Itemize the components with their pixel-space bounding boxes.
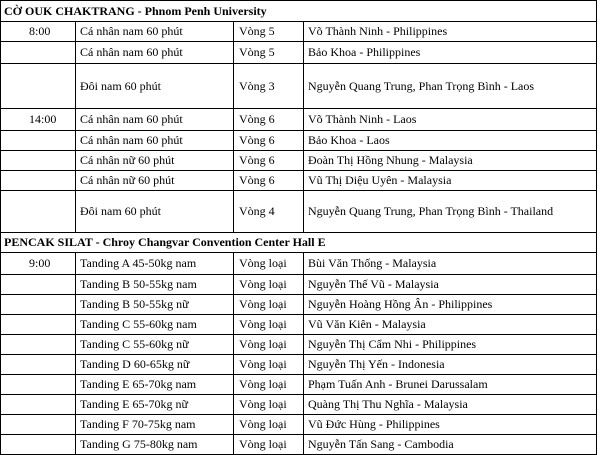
time-cell (1, 315, 76, 335)
event-cell: Tanding E 65-70kg nữ (76, 395, 234, 415)
time-cell (1, 415, 76, 435)
athletes-cell: Nguyễn Thị Cẩm Nhi - Philippines (304, 335, 597, 355)
schedule-row (1, 355, 597, 375)
event-cell: Tanding D 60-65kg nữ (76, 355, 234, 375)
round-cell: Vòng loại (234, 395, 304, 415)
section-header (1, 233, 597, 253)
round-cell: Vòng 4 (234, 191, 304, 233)
time-cell (1, 131, 76, 151)
schedule-row (1, 315, 597, 335)
event-cell: Tanding G 75-80kg nam (76, 435, 234, 455)
athletes-cell: Vũ Đức Hùng - Philippines (304, 415, 597, 435)
schedule-row (1, 375, 597, 395)
round-cell: Vòng loại (234, 415, 304, 435)
time-cell (1, 64, 76, 109)
schedule-row (1, 275, 597, 295)
athletes-cell: Nguyễn Tấn Sang - Cambodia (304, 435, 597, 455)
event-cell: Cá nhân nam 60 phút (76, 131, 234, 151)
section-title: CỜ OUK CHAKTRANG - Phnom Penh University (1, 1, 597, 22)
schedule-row (1, 151, 597, 171)
event-cell: Tanding F 70-75kg nam (76, 415, 234, 435)
round-cell: Vòng loại (234, 253, 304, 275)
athletes-cell: Vũ Văn Kiên - Malaysia (304, 315, 597, 335)
round-cell: Vòng 5 (234, 22, 304, 42)
athletes-cell: Đoàn Thị Hồng Nhung - Malaysia (304, 151, 597, 171)
event-cell: Cá nhân nam 60 phút (76, 42, 234, 64)
athletes-cell: Nguyễn Hoàng Hồng Ân - Philippines (304, 295, 597, 315)
round-cell: Vòng loại (234, 375, 304, 395)
athletes-cell: Bảo Khoa - Laos (304, 131, 597, 151)
time-cell: 8:00 (1, 22, 76, 42)
event-cell: Đôi nam 60 phút (76, 64, 234, 109)
schedule-row (1, 22, 597, 42)
round-cell: Vòng 3 (234, 64, 304, 109)
event-cell: Tanding B 50-55kg nam (76, 275, 234, 295)
schedule-row (1, 42, 597, 64)
event-cell: Cá nhân nam 60 phút (76, 109, 234, 131)
athletes-cell: Vũ Thị Diệu Uyên - Malaysia (304, 171, 597, 191)
schedule-row (1, 435, 597, 455)
athletes-cell: Phạm Tuấn Anh - Brunei Darussalam (304, 375, 597, 395)
schedule-row (1, 109, 597, 131)
athletes-cell: Quàng Thị Thu Nghĩa - Malaysia (304, 395, 597, 415)
time-cell: 14:00 (1, 109, 76, 131)
round-cell: Vòng 6 (234, 109, 304, 131)
schedule-row (1, 253, 597, 275)
round-cell: Vòng 5 (234, 42, 304, 64)
round-cell: Vòng loại (234, 355, 304, 375)
athletes-cell: Bùi Văn Thống - Malaysia (304, 253, 597, 275)
time-cell (1, 295, 76, 315)
athletes-cell: Nguyễn Thị Yến - Indonesia (304, 355, 597, 375)
athletes-cell: Nguyễn Thế Vũ - Malaysia (304, 275, 597, 295)
time-cell (1, 335, 76, 355)
schedule-row (1, 191, 597, 233)
event-cell: Đôi nam 60 phút (76, 191, 234, 233)
time-cell (1, 375, 76, 395)
event-cell: Cá nhân nam 60 phút (76, 22, 234, 42)
time-cell (1, 435, 76, 455)
event-cell: Tanding C 55-60kg nữ (76, 335, 234, 355)
time-cell (1, 355, 76, 375)
time-cell (1, 191, 76, 233)
schedule-row (1, 131, 597, 151)
schedule-row (1, 395, 597, 415)
athletes-cell: Nguyễn Quang Trung, Phan Trọng Bình - Laos (304, 64, 597, 109)
round-cell: Vòng loại (234, 275, 304, 295)
event-cell: Cá nhân nữ 60 phút (76, 171, 234, 191)
schedule-row (1, 295, 597, 315)
round-cell: Vòng loại (234, 315, 304, 335)
time-cell: 9:00 (1, 253, 76, 275)
section-title: PENCAK SILAT - Chroy Changvar Convention Center Hall E (1, 233, 597, 253)
schedule-row (1, 171, 597, 191)
time-cell (1, 275, 76, 295)
schedule-row (1, 64, 597, 109)
event-cell: Tanding C 55-60kg nam (76, 315, 234, 335)
round-cell: Vòng loại (234, 295, 304, 315)
athletes-cell: Nguyễn Quang Trung, Phan Trọng Bình - Thailand (304, 191, 597, 233)
time-cell (1, 151, 76, 171)
section-header (1, 1, 597, 22)
athletes-cell: Bảo Khoa - Philippines (304, 42, 597, 64)
schedule-row (1, 415, 597, 435)
time-cell (1, 42, 76, 64)
schedule-row (1, 335, 597, 355)
event-cell: Tanding A 45-50kg nam (76, 253, 234, 275)
round-cell: Vòng 6 (234, 171, 304, 191)
round-cell: Vòng loại (234, 435, 304, 455)
event-cell: Cá nhân nữ 60 phút (76, 151, 234, 171)
event-cell: Tanding B 50-55kg nữ (76, 295, 234, 315)
athletes-cell: Võ Thành Ninh - Philippines (304, 22, 597, 42)
round-cell: Vòng 6 (234, 131, 304, 151)
event-cell: Tanding E 65-70kg nam (76, 375, 234, 395)
round-cell: Vòng 6 (234, 151, 304, 171)
time-cell (1, 395, 76, 415)
time-cell (1, 171, 76, 191)
round-cell: Vòng loại (234, 335, 304, 355)
schedule-body (1, 1, 597, 455)
athletes-cell: Võ Thành Ninh - Laos (304, 109, 597, 131)
